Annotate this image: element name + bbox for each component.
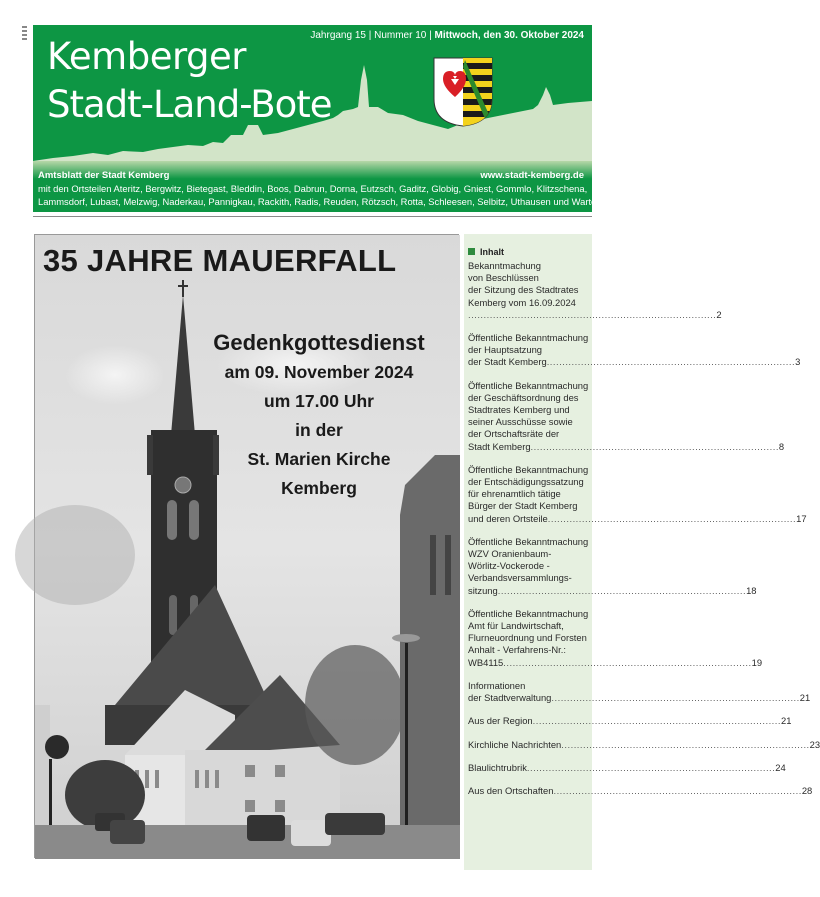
- toc-page-number: 28: [801, 784, 813, 796]
- feature-photo: [34, 234, 459, 858]
- toc-item-last-line: [468, 784, 813, 797]
- print-crop-mark: [22, 26, 28, 46]
- toc-item-text: von Beschlüssen: [468, 272, 539, 284]
- toc-item-text: sitzung: [468, 584, 498, 596]
- toc-page-number: 23: [809, 738, 820, 750]
- feature-headline: 35 JAHRE MAUERFALL: [43, 243, 397, 278]
- toc-item-text: der Ortschaftsräte der: [468, 428, 560, 440]
- toc-item-text: seiner Ausschüsse sowie: [468, 416, 573, 428]
- toc-item-text: Aus den Ortschaften: [468, 784, 554, 796]
- event-time: um 17.00 Uhr: [264, 391, 374, 411]
- toc-dot-leader: ................................................................................: [546, 356, 796, 368]
- toc-item-text: der Entschädigungssatzung: [468, 476, 584, 488]
- toc-item[interactable]: [468, 535, 757, 597]
- toc-item[interactable]: [468, 679, 811, 704]
- toc-dot-leader: ................................................................................: [532, 715, 781, 727]
- toc-item-text: Wörlitz-Vockerode -: [468, 560, 550, 572]
- toc-item[interactable]: [468, 379, 785, 453]
- toc-item[interactable]: [468, 738, 820, 751]
- toc-item-text: Stadtrates Kemberg und: [468, 404, 570, 416]
- toc-item[interactable]: [468, 332, 801, 369]
- toc-item[interactable]: [468, 761, 786, 774]
- toc-item-last-line: [468, 356, 801, 368]
- toc-list: [468, 260, 820, 808]
- toc-item-last-line: [468, 761, 786, 774]
- toc-dot-leader: ................................................................................: [503, 656, 752, 668]
- toc-item-last-line: [468, 440, 785, 453]
- toc-item-text: Kemberg vom 16.09.2024: [468, 296, 576, 308]
- issue-number: Jahrgang 15 | Nummer 10 |: [310, 30, 435, 41]
- event-in: in der: [295, 420, 343, 440]
- toc-item[interactable]: [468, 715, 792, 727]
- toc-item[interactable]: [468, 260, 722, 321]
- toc-item-text: Flurneuordnung und Forsten: [468, 632, 587, 644]
- toc-item[interactable]: [468, 463, 807, 525]
- toc-dot-leader: ................................................................................: [553, 784, 802, 796]
- toc-item[interactable]: [468, 784, 813, 797]
- toc-page-number: 8: [778, 440, 785, 452]
- toc-page-number: 19: [751, 656, 763, 668]
- event-date: am 09. November 2024: [224, 362, 414, 382]
- toc-item-text: Stadt Kemberg: [468, 440, 531, 452]
- event-place: St. Marien Kirche: [247, 449, 391, 469]
- toc-item-text: Öffentliche Bekanntmachung: [468, 332, 589, 344]
- toc-item-text: Öffentliche Bekanntmachung: [468, 535, 589, 547]
- toc-item-text: der Stadt Kemberg: [468, 356, 547, 368]
- toc-item-text: der Hauptsatzung: [468, 344, 543, 356]
- toc-item-text: Verbandsversammlungs-: [468, 572, 572, 584]
- newspaper-title-line1: Kemberger: [47, 35, 246, 78]
- toc-dot-leader: ................................................................................: [468, 308, 717, 320]
- toc-item-text: Anhalt - Verfahrens-Nr.:: [468, 644, 566, 656]
- toc-item-text: WB4115: [468, 656, 504, 668]
- church-photo-illustration: [35, 235, 460, 859]
- toc-dot-leader: ................................................................................: [561, 738, 810, 750]
- event-title: Gedenkgottesdienst: [213, 330, 425, 355]
- toc-page-number: 17: [796, 512, 807, 524]
- toc-item-text: für ehrenamtlich tätige: [468, 488, 561, 500]
- toc-item-text: WZV Oranienbaum-: [468, 548, 552, 560]
- website-link[interactable]: www.stadt-kemberg.de: [480, 170, 584, 181]
- toc-item-last-line: [468, 656, 763, 669]
- toc-page-number: 21: [781, 715, 792, 727]
- toc-dot-leader: ................................................................................: [547, 512, 797, 524]
- issue-date: Mittwoch, den 30. Oktober 2024: [434, 30, 584, 41]
- toc-item-text: Aus der Region: [468, 715, 533, 727]
- toc-item-text: Kirchliche Nachrichten: [468, 738, 562, 750]
- toc-item-last-line: [468, 692, 811, 704]
- toc-item-last-line: [468, 715, 792, 727]
- toc-item-text: Öffentliche Bekanntmachung: [468, 463, 589, 475]
- ortsteile-line-1: mit den Ortsteilen Ateritz, Bergwitz, Bietegast, Bleddin, Boos, Dabrun, Dorna, Eutzsch, Gaditz, Globig, Gniest, Gommlo, Klitzschena,: [38, 183, 588, 194]
- coat-of-arms-icon: [433, 57, 493, 127]
- toc-item-text: und deren Ortsteile: [468, 512, 548, 524]
- toc-item[interactable]: [468, 607, 763, 669]
- masthead: [33, 25, 621, 212]
- table-of-contents: [464, 234, 820, 870]
- toc-item-text: der Sitzung des Stadtrates: [468, 284, 579, 296]
- toc-dot-leader: ................................................................................: [526, 761, 776, 773]
- toc-dot-leader: ................................................................................: [530, 440, 779, 452]
- toc-item-text: Öffentliche Bekanntmachung: [468, 607, 589, 619]
- toc-page-number: 24: [775, 761, 786, 773]
- masthead-subtitle: Amtsblatt der Stadt Kemberg: [38, 170, 170, 181]
- toc-page-number: 18: [746, 584, 757, 596]
- toc-item-text: Bürger der Stadt Kemberg: [468, 500, 578, 512]
- toc-item-text: der Stadtverwaltung: [468, 692, 552, 704]
- toc-item-text: Amt für Landwirtschaft,: [468, 620, 564, 632]
- event-announcement: [185, 330, 453, 507]
- header-divider: [33, 216, 592, 217]
- toc-item-last-line: [468, 512, 807, 525]
- toc-heading: [468, 247, 504, 257]
- newspaper-title-line2: Stadt-Land-Bote: [47, 83, 332, 126]
- toc-item-text: Öffentliche Bekanntmachung: [468, 379, 589, 391]
- toc-page-number: 3: [795, 356, 801, 368]
- toc-item-text: Blaulichtrubrik: [468, 761, 527, 773]
- toc-heading-label: Inhalt: [480, 247, 504, 257]
- toc-item-last-line: [468, 308, 722, 321]
- toc-item-last-line: [468, 738, 820, 751]
- toc-page-number: 2: [716, 308, 722, 320]
- issue-info: [310, 30, 584, 41]
- toc-item-last-line: [468, 584, 757, 597]
- toc-item-text: der Geschäftsordnung des: [468, 391, 579, 403]
- square-bullet-icon: [468, 248, 475, 255]
- toc-dot-leader: ................................................................................: [551, 692, 800, 704]
- event-town: Kemberg: [281, 478, 357, 498]
- toc-page-number: 21: [799, 692, 811, 704]
- toc-item-text: Bekanntmachung: [468, 260, 541, 271]
- toc-dot-leader: ................................................................................: [497, 584, 747, 596]
- ortsteile-line-2: Lammsdorf, Lubast, Melzwig, Naderkau, Pannigkau, Rackith, Radis, Reuden, Rötzsch, Rotta, Schleesen, Selbitz, Uthausen und Wartenburg: [38, 196, 621, 207]
- toc-item-text: Informationen: [468, 679, 526, 691]
